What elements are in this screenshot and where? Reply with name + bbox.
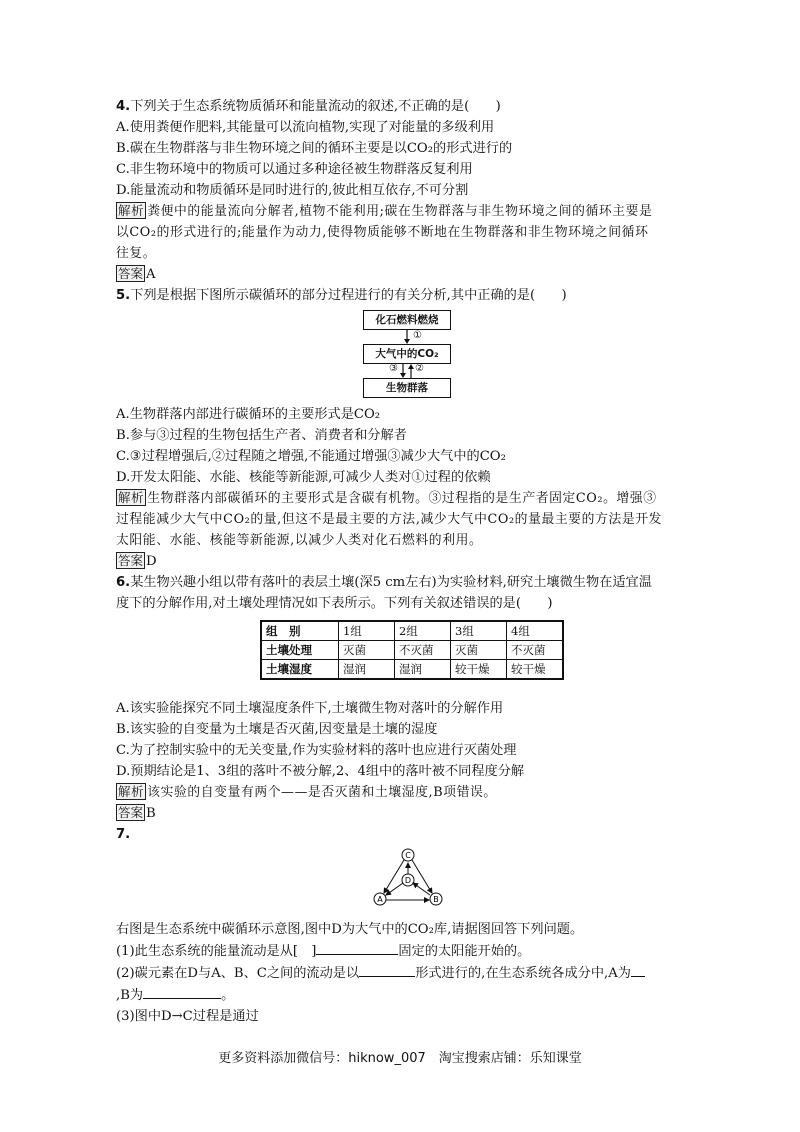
box-biocommunity: 生物群落 [363,378,451,398]
q6-stem: 6.某生物兴趣小组以带有落叶的表层土壤(深5 cm左右)为实验材料,研究土壤微生物在适宜温 [116,575,652,590]
page-footer: 更多资料添加微信号：hiknow_007 淘宝搜索店铺：乐知课堂 [218,1051,582,1066]
table-cell: 灭菌 [451,641,507,660]
table-cell: 不灭菌 [395,641,451,660]
flow-arrows [363,310,453,398]
answer-blank[interactable] [316,940,398,955]
arrow-c-a [384,860,404,893]
table-cell: 2组 [395,621,451,641]
q7-number: 7. [116,827,131,842]
table-cell: 较干燥 [507,660,564,680]
box-atmosphere-co2: 大气中的CO₂ [363,344,451,364]
table-cell: 不灭菌 [507,641,564,660]
document-page [116,96,696,1027]
q7-part2: (2)碳元素在D与A、B、C之间的流动是以 形式进行的,在生态系统各成分中,A为 [116,962,696,984]
box-fossil-fuel: 化石燃料燃烧 [363,310,451,330]
arrow-label-3: ③ [389,363,398,374]
table-row [261,641,563,660]
arrow-label-2: ② [415,363,424,374]
q5-answer: 答案 D [118,553,157,569]
q4-option-a: A.使用粪便作肥料,其能量可以流向植物,实现了对能量的多级利用 [116,120,495,135]
q6-option-d: D.预期结论是1、3组的落叶不被分解,2、4组中的落叶被不同程度分解 [116,764,525,779]
analysis-tag: 解析 [118,784,145,799]
q6-option-a: A.该实验能探究不同土壤湿度条件下,土壤微生物对落叶的分解作用 [116,701,504,716]
arrow-1-head [404,339,410,344]
table-cell: 灭菌 [339,641,395,660]
q5-stem: 5.下列是根据下图所示碳循环的部分过程进行的有关分析,其中正确的是( ) [116,288,567,303]
table-cell: 土壤湿度 [261,660,339,680]
table-cell: 组 别 [261,621,339,641]
q7-part3: (3)图中D→C过程是通过 [116,1009,259,1024]
answer-tag: 答案 [118,553,144,568]
arrow-c-b [412,860,432,893]
table-cell: 1组 [339,621,395,641]
q5-option-a: A.生物群落内部进行碳循环的主要形式是CO₂ [116,407,381,422]
q7-intro: 右图是生态系统中碳循环示意图,图中D为大气中的CO₂库,请据图回答下列问题。 [116,922,584,937]
q6-option-b: B.该实验的自变量为土壤是否灭菌,因变量是土壤的湿度 [116,722,438,737]
q6-stem-cont: 度下的分解作用,对土壤处理情况如下表所示。下列有关叙述错误的是( ) [116,596,553,611]
arrow-label-1: ① [413,330,422,341]
carbon-cycle-flow-diagram [363,310,453,398]
q7-part1: (1)此生态系统的能量流动是从[ ] 固定的太阳能开始的。 [116,940,696,962]
answer-blank[interactable] [359,962,415,977]
table-cell: 土壤处理 [261,641,339,660]
carbon-cycle-triangle-diagram [372,847,696,913]
q5-option-c: C.③过程增强后,②过程随之增强,不能通过增强③减少大气中的CO₂ [116,449,506,464]
q6-option-c: C.为了控制实验中的无关变量,作为实验材料的落叶也应进行灭菌处理 [116,743,517,758]
node-a-label: A [377,895,383,904]
soil-treatment-table [260,620,564,680]
q4-option-b: B.碳在生物群落与非生物环境之间的循环主要是以CO₂的形式进行的 [116,141,513,156]
node-c-label: C [405,851,411,860]
q6-analysis: 解析 该实验的自变量有两个——是否灭菌和土壤湿度,B项错误。 [118,784,497,800]
arrow-2-head [408,364,414,369]
node-d-label: D [404,876,412,885]
table-cell: 4组 [507,621,564,641]
q5-option-b: B.参与③过程的生物包括生产者、消费者和分解者 [116,428,407,443]
q6-answer: 答案 B [118,805,156,821]
table-cell: 湿润 [395,660,451,680]
q4-answer: 答案 A [118,266,156,282]
answer-blank[interactable] [631,962,645,977]
q4-stem: 4.下列关于生态系统物质循环和能量流动的叙述,不正确的是( ) [116,99,501,114]
triangle-svg [372,847,444,909]
q4-analysis: 解析 粪便中的能量流向分解者,植物不能利用;碳在生物群落与非生物环境之间的循环主要是 以CO₂的形式进行的;能量作为动力,使得物质能够不断地在生物群落和非生物环境之间循环 往复。 [116,203,653,261]
analysis-tag: 解析 [118,203,145,218]
analysis-tag: 解析 [118,490,145,505]
answer-tag: 答案 [118,805,144,820]
table-cell: 较干燥 [451,660,507,680]
table-row [261,660,563,680]
table-cell: 湿润 [339,660,395,680]
q5-option-d: D.开发太阳能、水能、核能等新能源,可减少人类对①过程的依赖 [116,470,491,485]
node-b-label: B [433,895,439,904]
answer-tag: 答案 [118,266,144,281]
q4-option-d: D.能量流动和物质循环是同时进行的,彼此相互依存,不可分割 [116,183,469,198]
q5-analysis: 解析 生物群落内部碳循环的主要形式是含碳有机物。③过程指的是生产者固定CO₂。增强③ 过程能减少大气中CO₂的量,但这不是最主要的方法,减少大气中CO₂的量最主要的方法是开发 太阳能、水能、核能等新能源,以减少人类对化石燃料的利用。 [116,490,663,548]
q4-option-c: C.非生物环境中的物质可以通过多种途径被生物群落反复利用 [116,162,473,177]
answer-blank[interactable] [143,984,221,999]
arrow-3-head [400,373,406,378]
table-cell: 3组 [451,621,507,641]
q7-part2-cont: ,B为 。 [116,984,696,1006]
table-row [261,621,563,641]
